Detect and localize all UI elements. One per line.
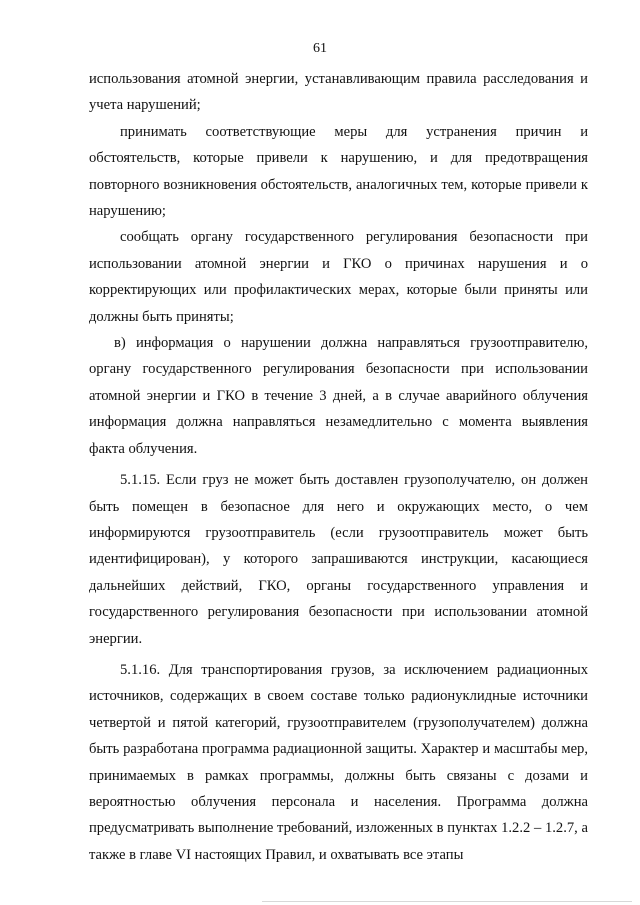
paragraph-item-v: в) информация о нарушении должна направляться грузоотправителю, органу государственного регулирования безопасности при использовании атомной энергии и ГКО в течение 3 дней, а в случае аварийного облучения информация должна направляться незамедлительно с момента выявления факта облучения. (89, 335, 588, 457)
document-body (89, 66, 588, 868)
paragraph-5-1-15: 5.1.15. Если груз не может быть доставлен грузополучателю, он должен быть помещен в безопасное для него и окружающих место, о чем информируются грузоотправитель (если грузоотправитель может быть идентифицирован), у которого запрашиваются инструкции, касающиеся дальнейших действий, ГКО, органы государственного управления и государственного регулирования безопасности при использовании атомной энергии. (89, 472, 588, 647)
page-number: 61 (313, 41, 327, 56)
paragraph-take-measures: принимать соответствующие меры для устранения причин и обстоятельств, которые привели к нарушению, и для предотвращения повторного возникновения обстоятельств, аналогичных тем, которые привели к нарушению; (89, 123, 588, 220)
paragraph-5-1-16: 5.1.16. Для транспортирования грузов, за исключением радиационных источников, содержащих в своем составе только радионуклидные источники четвертой и пятой категорий, грузоотправителем (грузополучателем) должна быть разработана программа радиационной защиты. Характер и масштабы мер, принимаемых в рамках программы, должны быть связаны с дозами и вероятностью облучения персонала и населения. Программа должна предусматривать выполнение требований, изложенных в пунктах 1.2.2 – 1.2.7, а также в главе VI настоящих Правил, и охватывать все этапы (89, 661, 588, 863)
page-bottom-edge (262, 901, 632, 902)
paragraph-notify-authority: сообщать органу государственного регулирования безопасности при использовании атомной энергии и ГКО о причинах нарушения и о корректирующих или профилактических мерах, которые были приняты или должны быть приняты; (89, 229, 588, 325)
paragraph-continuation: использования атомной энергии, устанавливающим правила расследования и учета нарушений; (89, 71, 588, 114)
